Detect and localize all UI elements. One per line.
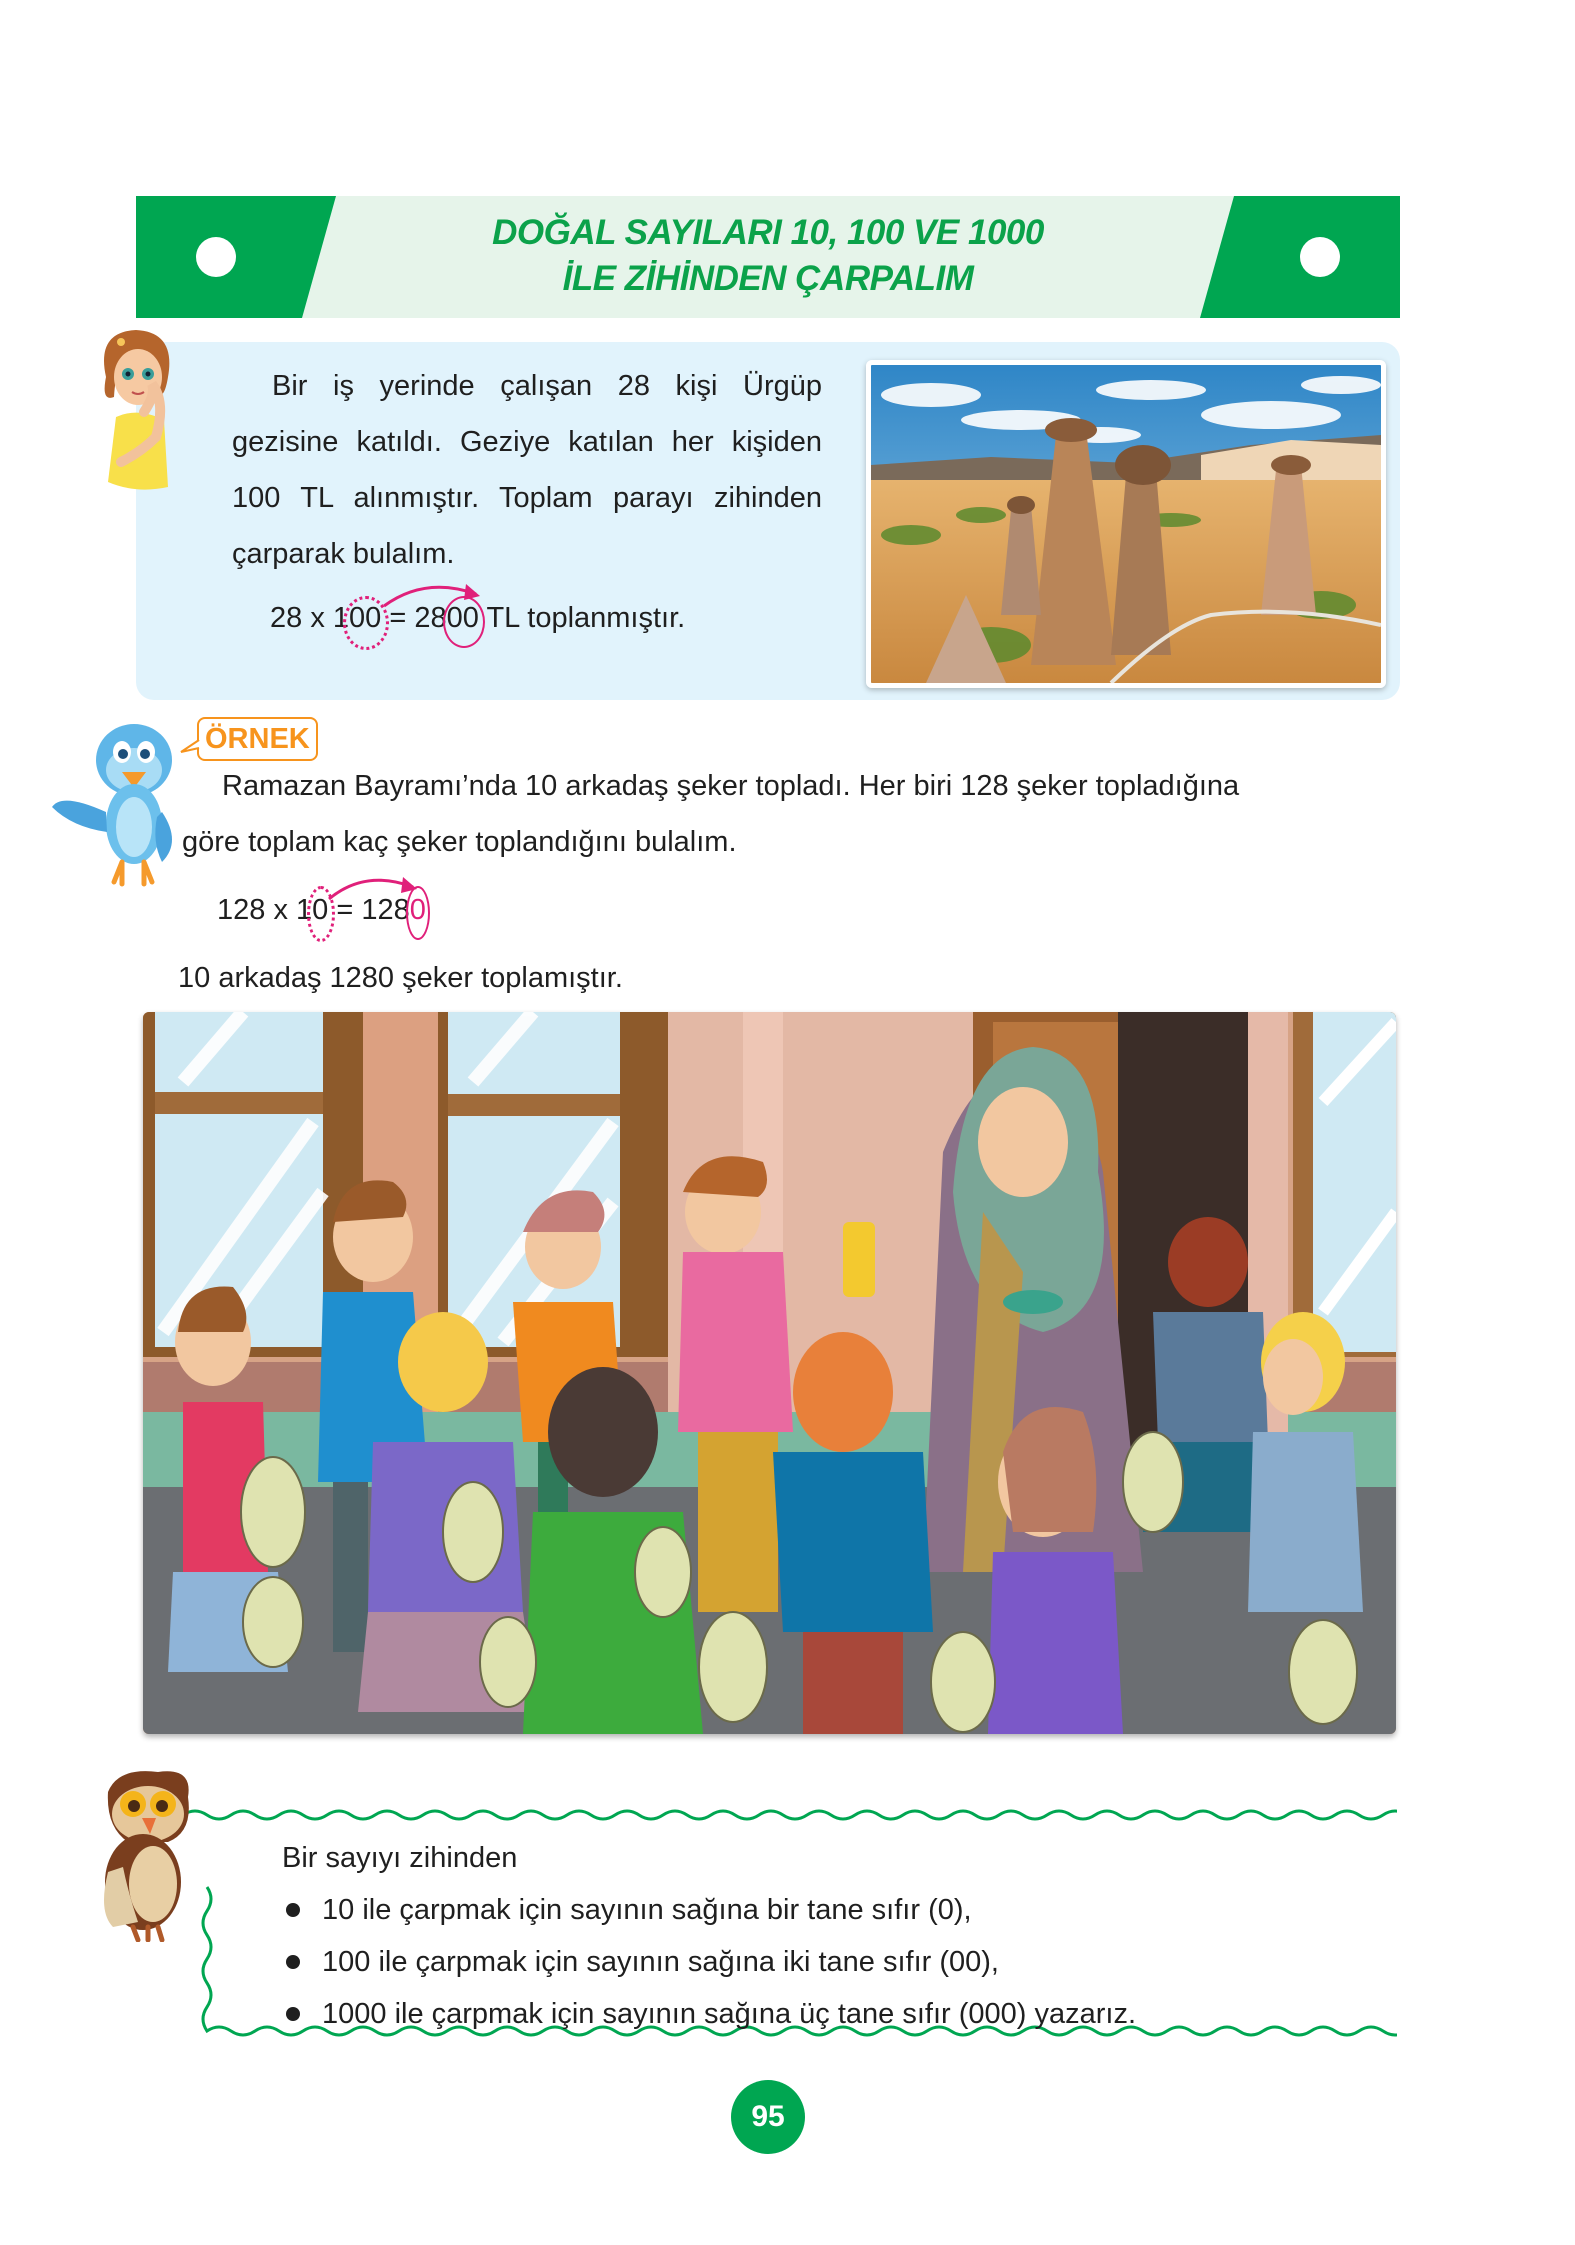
section-header — [136, 196, 1400, 318]
landscape-image — [871, 365, 1381, 683]
bullet-icon — [286, 1955, 300, 1969]
problem-paragraph: Bir iş yerinde çalışan 28 kişi Ürgüp gezisine katıldı. Geziye katılan her kişiden 100 TL alınmıştır. Toplam parayı zihinden çarparak bulalım. — [232, 370, 822, 570]
eq2-result-prefix: 128 — [361, 894, 410, 926]
page-number: 95 — [731, 2080, 805, 2154]
cappadocia-photo — [866, 360, 1386, 688]
eq1-factor-b-digit: 1 — [332, 602, 350, 634]
rule-text: 10 ile çarpmak için sayının sağına bir tane sıfır (0), — [322, 1894, 972, 1926]
info-rule-list — [282, 1884, 1136, 2040]
bird-character-icon — [52, 712, 187, 887]
title-line-1: DOĞAL SAYILARI 10, 100 VE 1000 — [492, 213, 1044, 252]
eq2-factor-b-digit: 1 — [296, 894, 313, 926]
rule-text: 100 ile çarpmak için sayının sağına iki tane sıfır (00), — [322, 1946, 999, 1978]
rule-text: 1000 ile çarpmak için sayının sağına üç tane sıfır (000) yazarız. — [322, 1998, 1137, 2030]
eq2-factor-b-zero: 0 — [312, 894, 329, 926]
header-left-tab — [136, 196, 336, 318]
circle-icon — [1300, 237, 1340, 277]
eq1-factor-b-zeros: 00 — [349, 602, 382, 634]
eq1-result-zeros: 00 — [446, 602, 479, 634]
example-text-line-1: Ramazan Bayramı’nda 10 arkadaş şeker topladı. Her biri 128 şeker topladığına — [222, 770, 1240, 802]
bayram-illustration — [143, 1012, 1396, 1734]
eq1-equals: = — [389, 602, 407, 634]
owl-character-icon — [98, 1762, 206, 1942]
info-intro: Bir sayıyı zihinden — [282, 1842, 518, 1874]
eq1-factor-a: 28 — [270, 602, 303, 634]
eq2-operator: x — [273, 894, 288, 926]
circle-icon — [196, 237, 236, 277]
eq1-operator: x — [310, 602, 325, 634]
list-item — [282, 1884, 1136, 1936]
arrow-icon — [325, 873, 425, 903]
info-text — [282, 1832, 1136, 2040]
eq2-result-zero: 0 — [409, 894, 426, 926]
speech-tail-icon — [180, 738, 200, 758]
page-title — [336, 210, 1200, 302]
eq2-factor-a: 128 — [217, 894, 266, 926]
arrow-icon — [380, 580, 490, 610]
girl-character-icon — [86, 322, 186, 497]
problem-text — [232, 358, 822, 582]
example-result: 10 arkadaş 1280 şeker toplamıştır. — [178, 962, 623, 994]
example-text-line-2: göre toplam kaç şeker toplandığını bulalım. — [182, 826, 737, 858]
bullet-icon — [286, 2007, 300, 2021]
children-candy-scene — [143, 1012, 1396, 1734]
eq1-result-prefix: 28 — [414, 602, 447, 634]
title-line-2: İLE ZİHİNDEN ÇARPALIM — [562, 259, 974, 298]
list-item — [282, 1988, 1136, 2040]
example-badge: ÖRNEK — [197, 717, 318, 761]
eq1-suffix: TL toplanmıştır. — [486, 602, 686, 634]
eq2-equals: = — [336, 894, 354, 926]
list-item — [282, 1936, 1136, 1988]
bullet-icon — [286, 1903, 300, 1917]
